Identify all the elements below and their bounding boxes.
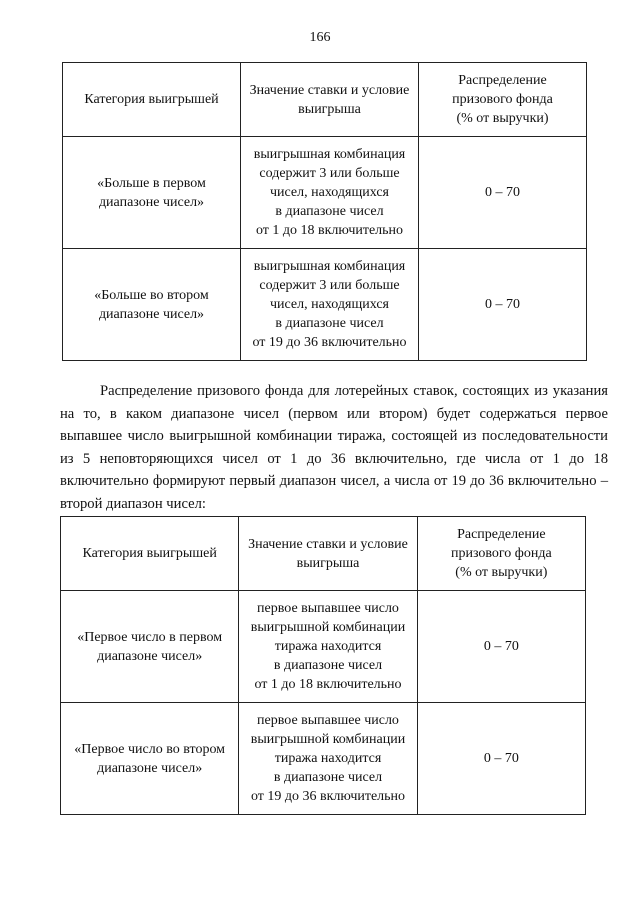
- table-header-row: [63, 63, 587, 137]
- header-distribution: Распределение призового фонда (% от выручки): [417, 517, 585, 591]
- header-distribution: Распределение призового фонда (% от выручки): [419, 63, 587, 137]
- body-paragraph: [60, 380, 608, 516]
- prize-table-first-number: [60, 516, 586, 815]
- paragraph-text: Распределение призового фонда для лотерейных ставок, состоящих из указания на то, в каком диапазоне чисел (первом или втором) будет содержаться первое выпавшее число выигрышной комбинации тиража, состоящей из последовательности из 5 неповторяющихся чисел от 1 до 36 включительно, где числа от 1 до 18 включительно формируют первый диапазон чисел, а числа от 19 до 36 включительно – второй диапазон чисел:: [60, 383, 608, 512]
- share-cell: 0 – 70: [417, 591, 585, 703]
- share-cell: 0 – 70: [419, 249, 587, 361]
- table-row: [63, 249, 587, 361]
- page-number: 166: [309, 30, 331, 45]
- header-condition: Значение ставки и условие выигрыша: [241, 63, 419, 137]
- share-cell: 0 – 70: [417, 703, 585, 815]
- table-row: [63, 137, 587, 249]
- header-category: Категория выигрышей: [63, 63, 241, 137]
- condition-cell: первое выпавшее число выигрышной комбинации тиража находится в диапазоне чисел от 19 до 36 включительно: [239, 703, 417, 815]
- category-cell: «Первое число в первом диапазоне чисел»: [61, 591, 239, 703]
- prize-table-ranges-count: [62, 62, 587, 361]
- header-category: Категория выигрышей: [61, 517, 239, 591]
- category-cell: «Больше в первом диапазоне чисел»: [63, 137, 241, 249]
- header-condition: Значение ставки и условие выигрыша: [239, 517, 417, 591]
- condition-cell: выигрышная комбинация содержит 3 или больше чисел, находящихся в диапазоне чисел от 19 до 36 включительно: [241, 249, 419, 361]
- condition-cell: выигрышная комбинация содержит 3 или больше чисел, находящихся в диапазоне чисел от 1 до 18 включительно: [241, 137, 419, 249]
- category-cell: «Первое число во втором диапазоне чисел»: [61, 703, 239, 815]
- table-header-row: [61, 517, 586, 591]
- condition-cell: первое выпавшее число выигрышной комбинации тиража находится в диапазоне чисел от 1 до 18 включительно: [239, 591, 417, 703]
- category-cell: «Больше во втором диапазоне чисел»: [63, 249, 241, 361]
- table-row: [61, 703, 586, 815]
- share-cell: 0 – 70: [419, 137, 587, 249]
- table-row: [61, 591, 586, 703]
